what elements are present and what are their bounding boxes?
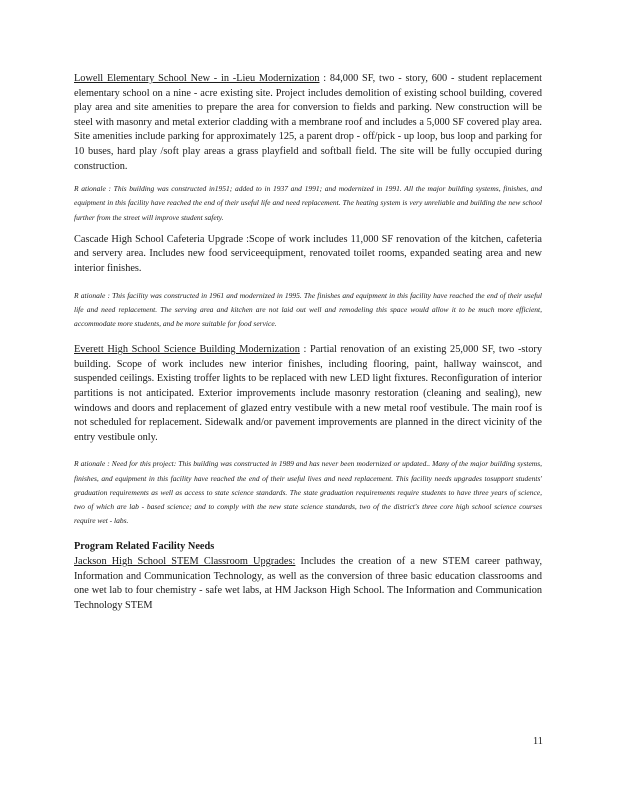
jackson-paragraph <box>74 555 542 613</box>
cascade-paragraph <box>74 233 542 277</box>
everett-body: : Partial renovation of an existing 25,000 SF, two -story building. Scope of work includes new interior finishes, including flooring, paint, hallway wainscot, and suspended ceilings. Existing troffer lights to be replaced with new LED light fixtures. Reconfiguration of interior partitions is not anticipated. Exterior improvements include masonry restoration (cleaning and sealing), new windows and doors and replacement of glazed entry vestibule with a new metal roof vestibule. The main roof is not scheduled for replacement. Sidewalk and/or pavement improvements are planned in the direct vicinity of the entry vestibule only. <box>74 344 542 443</box>
lowell-paragraph <box>74 72 542 174</box>
cascade-title: Cascade High School Cafeteria Upgrade <box>74 233 244 245</box>
everett-rationale: R ationale : Need for this project: This building was constructed in 1989 and has never been modernized or updated.. Many of the major building systems, finishes, and equipment in this facility have reached the end of their useful lives and need replacement. This facility needs upgrades tosupport students' graduation requirements as well as access to state science standards. The state graduation requirements require students to have three years of science, two of which are lab - based science; and to comply with the new state science standards, two of the district's three core high school science courses require wet - labs. <box>74 459 542 526</box>
cascade-body: :Scope of work includes 11,000 SF renovation of the kitchen, cafeteria and servery area. Includes new food serviceequipment, renovated toilet rooms, expanded seating area and new interior finishes. <box>74 233 542 274</box>
jackson-title: Jackson High School STEM Classroom Upgrades: <box>74 555 296 567</box>
lowell-body: : 84,000 SF, two - story, 600 - student replacement elementary school on a nine - acre existing site. Project includes demolition of existing school building, covered play area and site amenities to prepare the area for conversion to fields and parking. New construction will be steel with masonry and metal exterior cladding with a membrane roof and includes a 5,000 SF covered play area. Site amenities include parking for approximately 125, a parent drop - off/pick - up loop, bus loop and parking for 10 buses, hard play /soft play areas a grass playfield and softball field. The site will be fully occupied during construction. <box>74 73 542 172</box>
lowell-title: Lowell Elementary School New - in -Lieu Modernization <box>74 73 320 84</box>
everett-paragraph <box>74 343 542 445</box>
cascade-rationale: R ationale : This facility was constructed in 1961 and modernized in 1995. The finishes and equipment in this facility have reached the end of their useful life and need replacement. The serving area and kitchen are not laid out well and remodeling this space would allow it to be much more efficient, accommodate more students, and be more suitable for food service. <box>74 290 542 328</box>
page-number: 11 <box>533 736 543 747</box>
program-heading: Program Related Facility Needs <box>74 541 215 553</box>
lowell-rationale: R ationale : This building was constructed in1951; added to in 1937 and 1991; and modernized in 1991. All the major building systems, finishes, and equipment in this facility have reached the end of their useful life and need replacement. The heating system is very unreliable and building the new school further from the street will improve student safety. <box>74 184 542 222</box>
jackson-body: Includes the creation of a new STEM career pathway, Information and Communication Technology, as well as the conversion of three basic education classrooms and one wet lab to four chemistry - safe wet labs, at HM Jackson High School. The Information and Communication Technology STEM <box>74 555 543 611</box>
page-content <box>74 72 542 613</box>
everett-title: Everett High School Science Building Modernization <box>74 344 300 356</box>
